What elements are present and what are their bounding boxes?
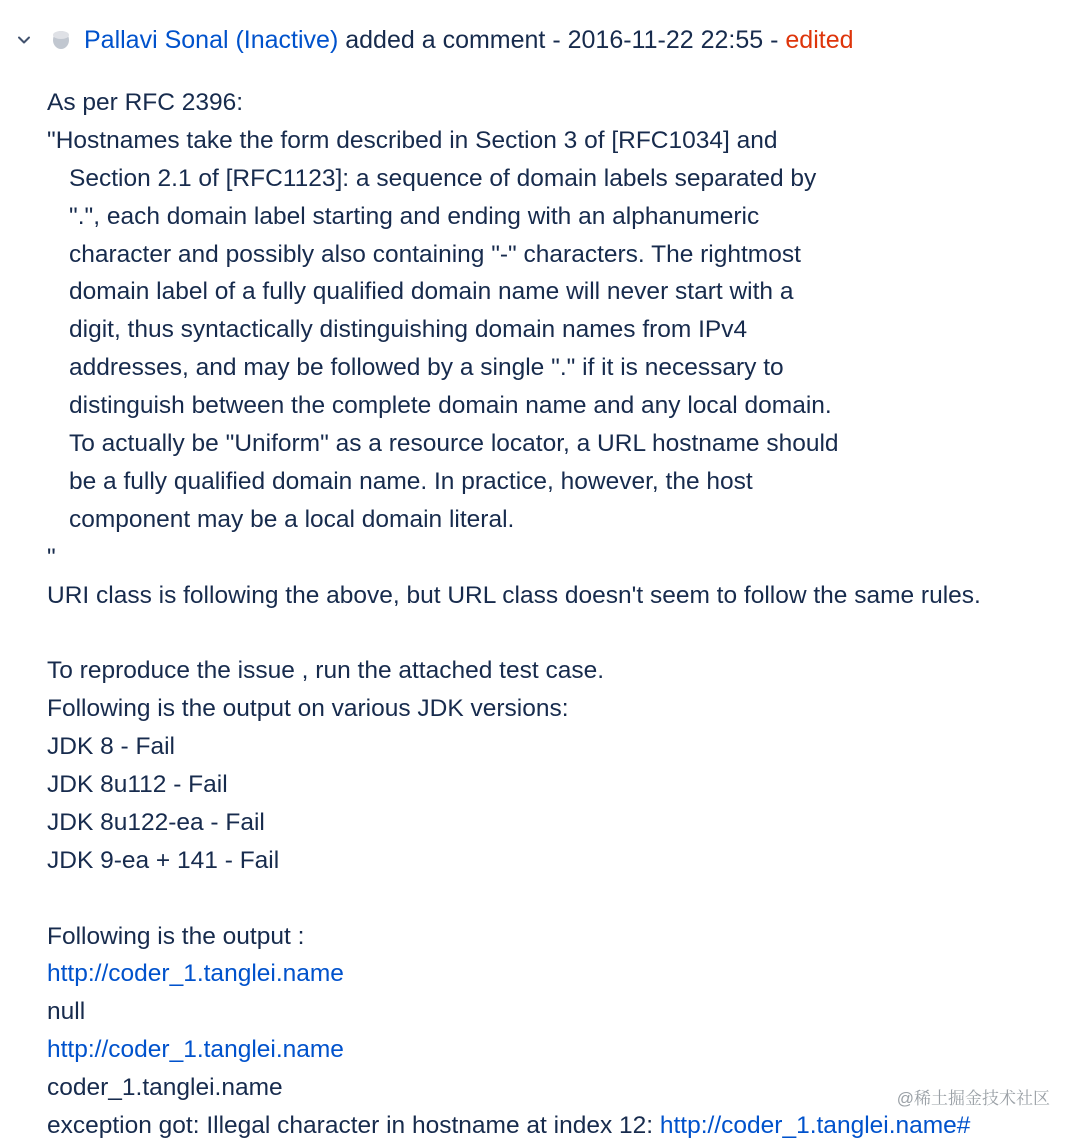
output-url-link[interactable]: http://coder_1.tanglei.name <box>47 960 344 988</box>
quote-line: be a fully qualified domain name. In practice, however, the host <box>69 467 753 495</box>
quote-line: character and possibly also containing "-" characters. The rightmost <box>69 240 801 268</box>
output-intro: Following is the output : <box>47 922 305 950</box>
quote-line: Section 2.1 of [RFC1123]: a sequence of domain labels separated by <box>69 164 817 192</box>
version-result: JDK 8u112 - Fail <box>47 771 228 799</box>
versions-intro: Following is the output on various JDK versions: <box>47 695 569 723</box>
quote-line: ".", each domain label starting and ending with an alphanumeric <box>69 202 760 230</box>
quote-line: distinguish between the complete domain name and any local domain. <box>69 392 832 420</box>
separator: - <box>552 25 561 54</box>
output-url-link[interactable]: http://coder_1.tanglei.name <box>47 1036 344 1064</box>
blank-line <box>47 614 1077 652</box>
watermark: @稀土掘金技术社区 <box>896 1089 1050 1108</box>
chevron-down-icon[interactable] <box>4 18 44 62</box>
blank-line <box>47 880 1077 918</box>
output-host: coder_1.tanglei.name <box>47 1074 283 1102</box>
comment-header <box>0 18 1080 62</box>
exception-url-link[interactable]: http://coder_1.tanglei.name# <box>659 1112 971 1139</box>
user-avatar-icon <box>50 29 72 51</box>
comment-timestamp[interactable]: 2016-11-22 22:55 <box>567 25 764 54</box>
version-result: JDK 9-ea + 141 - Fail <box>47 846 280 874</box>
quote-line: To actually be "Uniform" as a resource locator, a URL hostname should <box>69 430 839 458</box>
exception-text: exception got: Illegal character in hostname at index 12: <box>47 1112 660 1139</box>
quote-close: " <box>47 543 56 571</box>
quote-line: component may be a local domain literal. <box>69 505 515 533</box>
comment-action: added a comment <box>345 25 546 54</box>
output-null: null <box>47 998 86 1026</box>
quote-line: addresses, and may be followed by a single "." if it is necessary to <box>69 354 784 382</box>
author-link[interactable]: Pallavi Sonal (Inactive) <box>84 25 339 54</box>
edited-label[interactable]: edited <box>785 25 854 54</box>
version-result: JDK 8 - Fail <box>47 733 175 761</box>
exception-line <box>47 1107 1077 1139</box>
comment-body <box>47 84 1077 1139</box>
intro-text: As per RFC 2396: <box>47 89 244 116</box>
reproduce-text: To reproduce the issue , run the attached test case. <box>47 657 605 685</box>
separator: - <box>770 25 779 54</box>
quote-line: "Hostnames take the form described in Section 3 of [RFC1034] and <box>47 126 778 154</box>
quote-line: digit, thus syntactically distinguishing domain names from IPv4 <box>69 316 748 344</box>
version-result: JDK 8u122-ea - Fail <box>47 808 265 836</box>
quote-line: domain label of a fully qualified domain name will never start with a <box>69 278 794 306</box>
uri-note: URI class is following the above, but URL class doesn't seem to follow the same rules. <box>47 581 981 609</box>
